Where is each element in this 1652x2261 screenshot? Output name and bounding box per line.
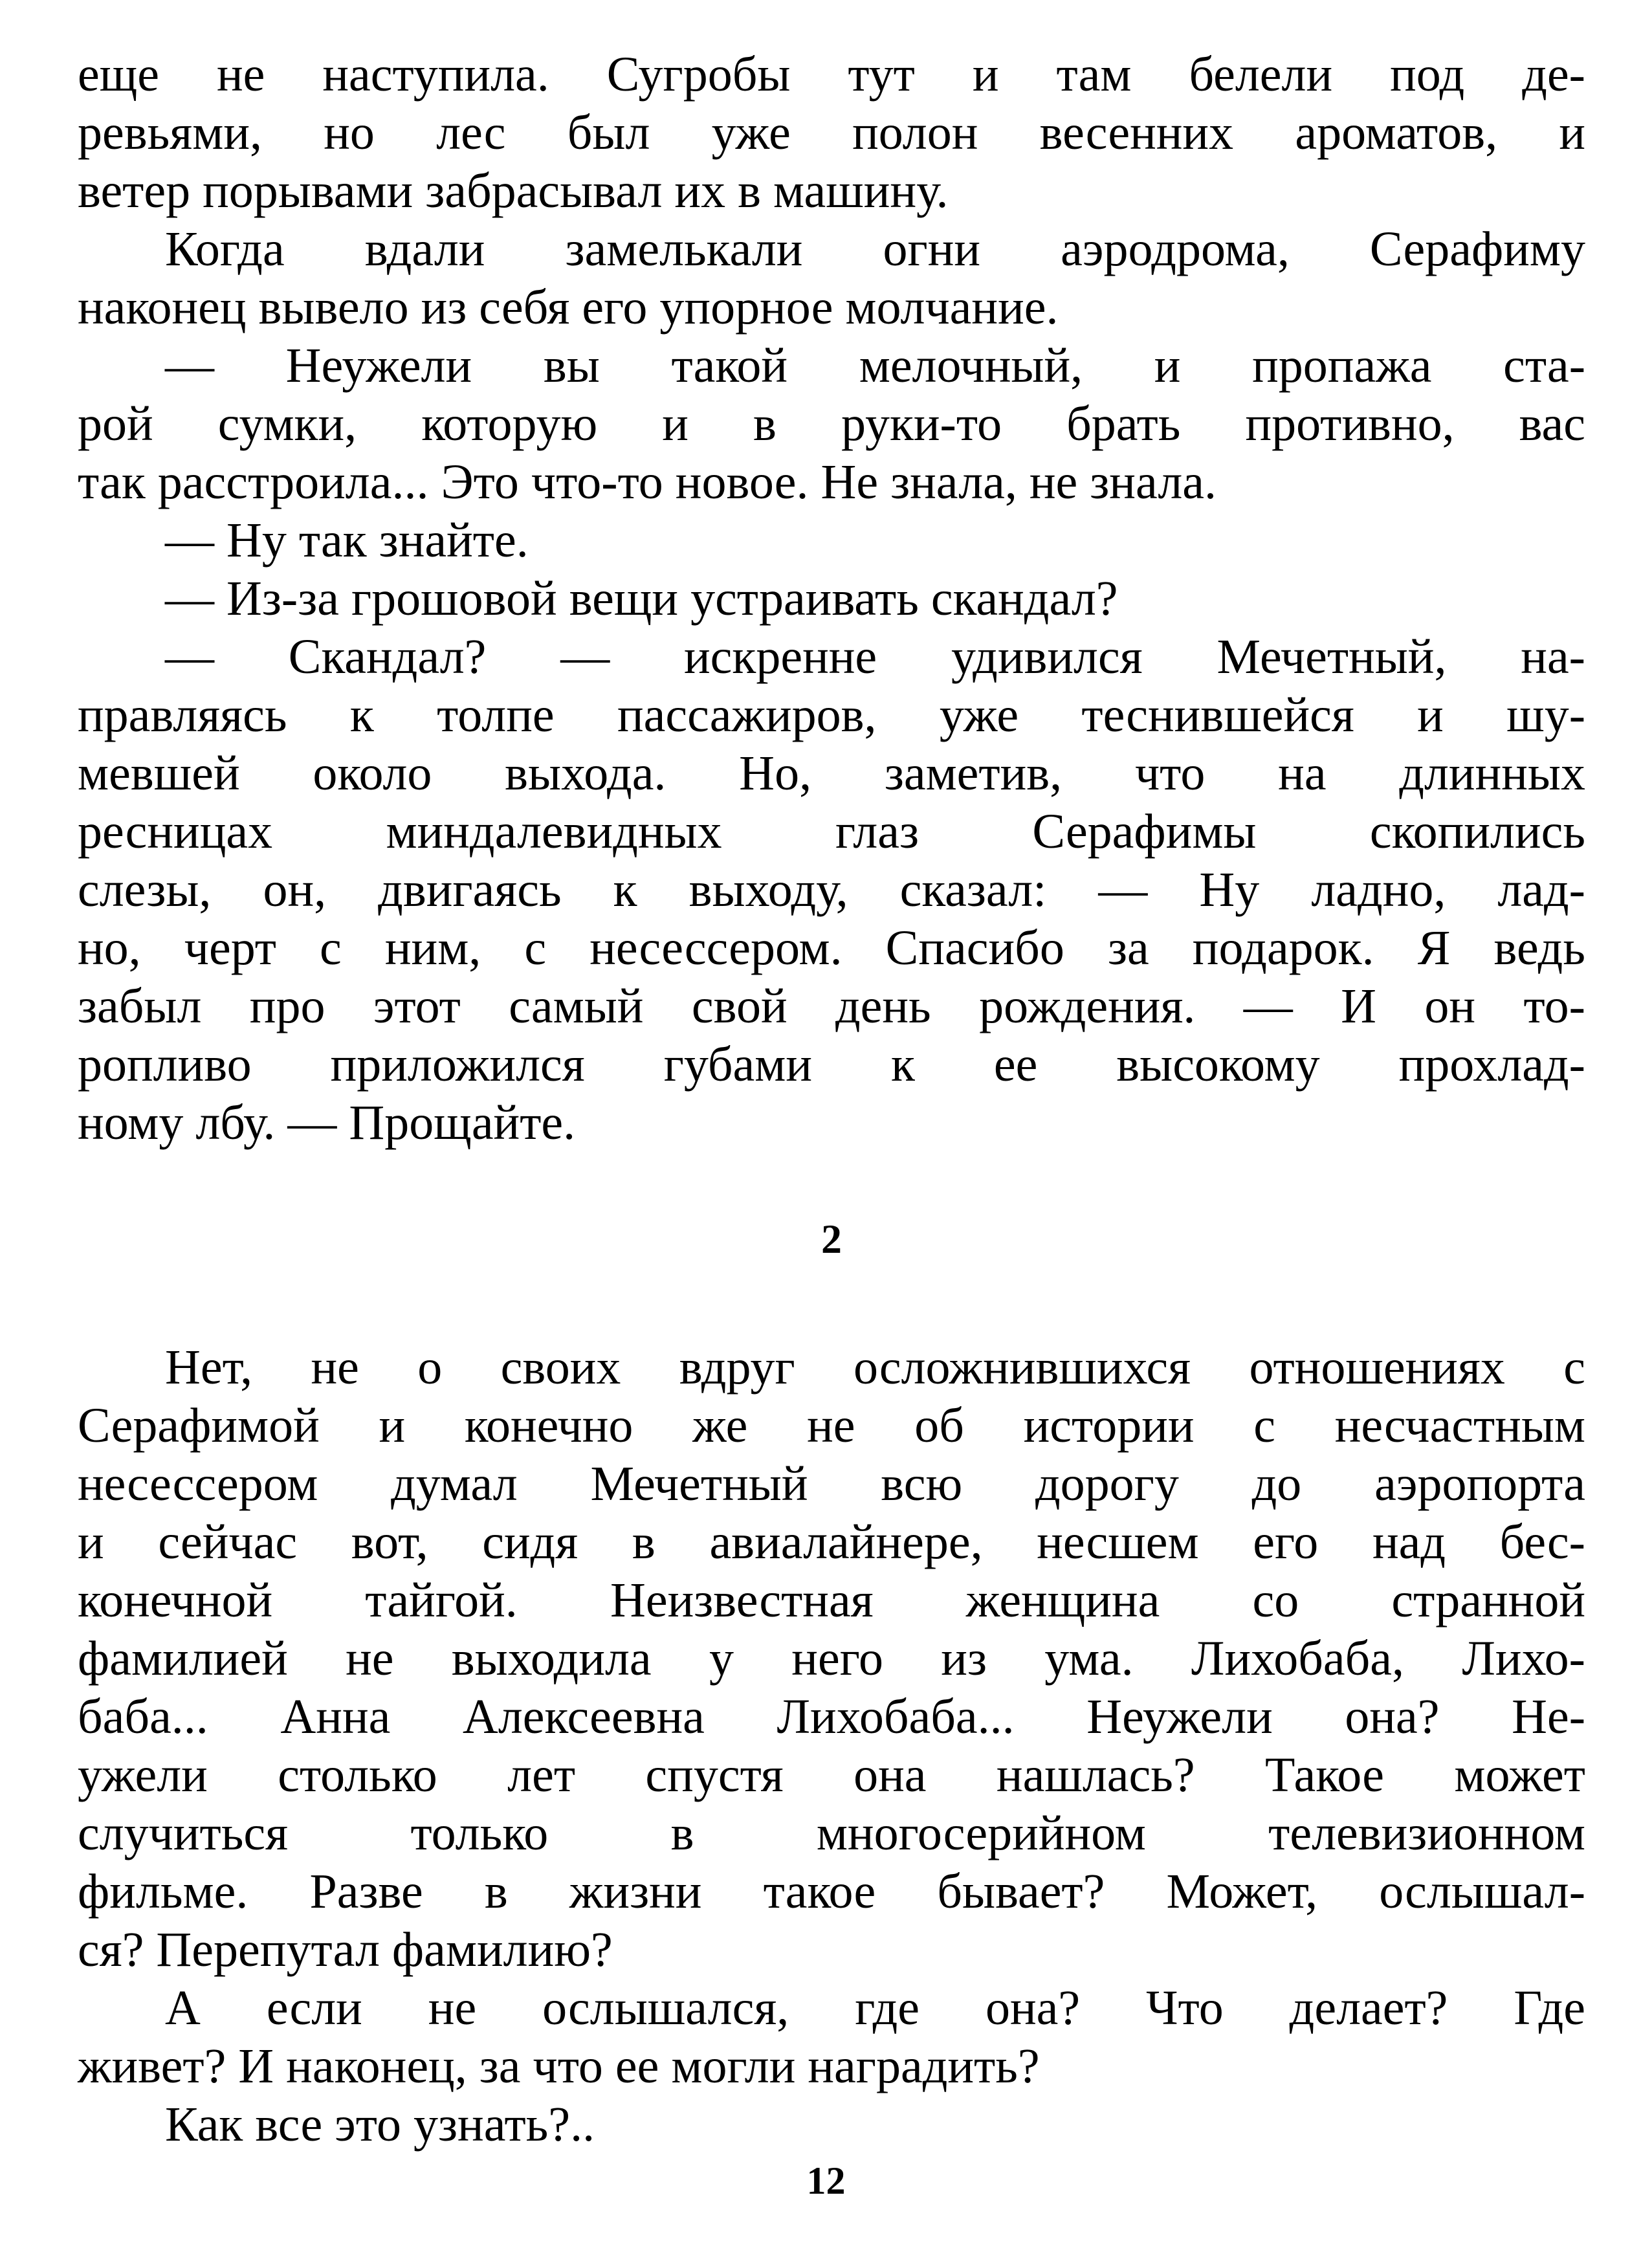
text-line: правляясь к толпе пассажиров, уже теснившейся и шу- [78,688,1585,742]
text-line: и сейчас вот, сидя в авиалайнере, несшем его над бес- [78,1515,1585,1569]
paragraph [78,1979,1585,2095]
text-line: мевшей около выхода. Но, заметив, что на длинных [78,746,1585,800]
text-line: рой сумки, которую и в руки-то брать противно, вас [78,397,1585,451]
paragraph [78,511,1585,569]
text-line: случиться только в многосерийном телевизионном [78,1806,1585,1860]
text-line: забыл про этот самый свой день рождения. — И он то- [78,979,1585,1033]
paragraph [78,628,1585,1152]
text-line: несессером думал Мечетный всю дорогу до аэропорта [78,1457,1585,1511]
text-line: слезы, он, двигаясь к выходу, сказал: — Ну ладно, лад- [78,863,1585,917]
text-line: ропливо приложился губами к ее высокому прохлад- [78,1037,1585,1092]
text-line: конечной тайгой. Неизвестная женщина со странной [78,1573,1585,1627]
text-line: живет? И наконец, за что ее могли наградить? [78,2039,1040,2093]
text-line: наконец вывело из себя его упорное молчание. [78,280,1059,335]
text-line: ному лбу. — Прощайте. [78,1096,576,1150]
text-line: Нет, не о своих вдруг осложнившихся отношениях с [165,1340,1585,1395]
text-line: так расстроила... Это что-то новое. Не знала, не знала. [78,455,1217,509]
text-line: Как все это узнать?.. [165,2097,595,2152]
paragraph [78,220,1585,336]
paragraph [78,1338,1585,1979]
text-line: ресницах миндалевидных глаз Серафимы скопились [78,804,1585,859]
text-line: А если не ослышался, где она? Что делает? Где [165,1981,1585,2035]
text-line: — Из-за грошовой вещи устраивать скандал? [165,571,1118,626]
paragraph [78,336,1585,511]
text-line: Серафимой и конечно же не об истории с несчастным [78,1398,1585,1453]
text-line: — Скандал? — искренне удивился Мечетный, на- [165,630,1585,684]
text-line: ся? Перепутал фамилию? [78,1923,613,1977]
paragraph [78,2095,1585,2154]
text-line: ужели столько лет спустя она нашлась? Такое может [78,1748,1585,1802]
page-number: 12 [806,2159,846,2202]
text-line: Когда вдали замелькали огни аэродрома, Серафиму [165,222,1585,276]
chapter-number: 2 [821,1216,842,1262]
text-line: но, черт с ним, с несессером. Спасибо за подарок. Я ведь [78,921,1585,975]
text-line: еще не наступила. Сугробы тут и там белели под де- [78,47,1585,102]
text-line: баба... Анна Алексеевна Лихобаба... Неужели она? Не- [78,1690,1585,1744]
text-line: — Ну так знайте. [165,513,529,568]
text-line: фамилией не выходила у него из ума. Лихобаба, Лихо- [78,1631,1585,1686]
text-line: ревьями, но лес был уже полон весенних ароматов, и [78,105,1585,160]
text-line: фильме. Разве в жизни такое бывает? Может, ослышал- [78,1864,1585,1919]
text-line: — Неужели вы такой мелочный, и пропажа ста- [165,338,1585,393]
paragraph [78,569,1585,628]
page-body [78,45,1585,2154]
text-line: ветер порывами забрасывал их в машину. [78,164,949,218]
paragraph [78,45,1585,220]
